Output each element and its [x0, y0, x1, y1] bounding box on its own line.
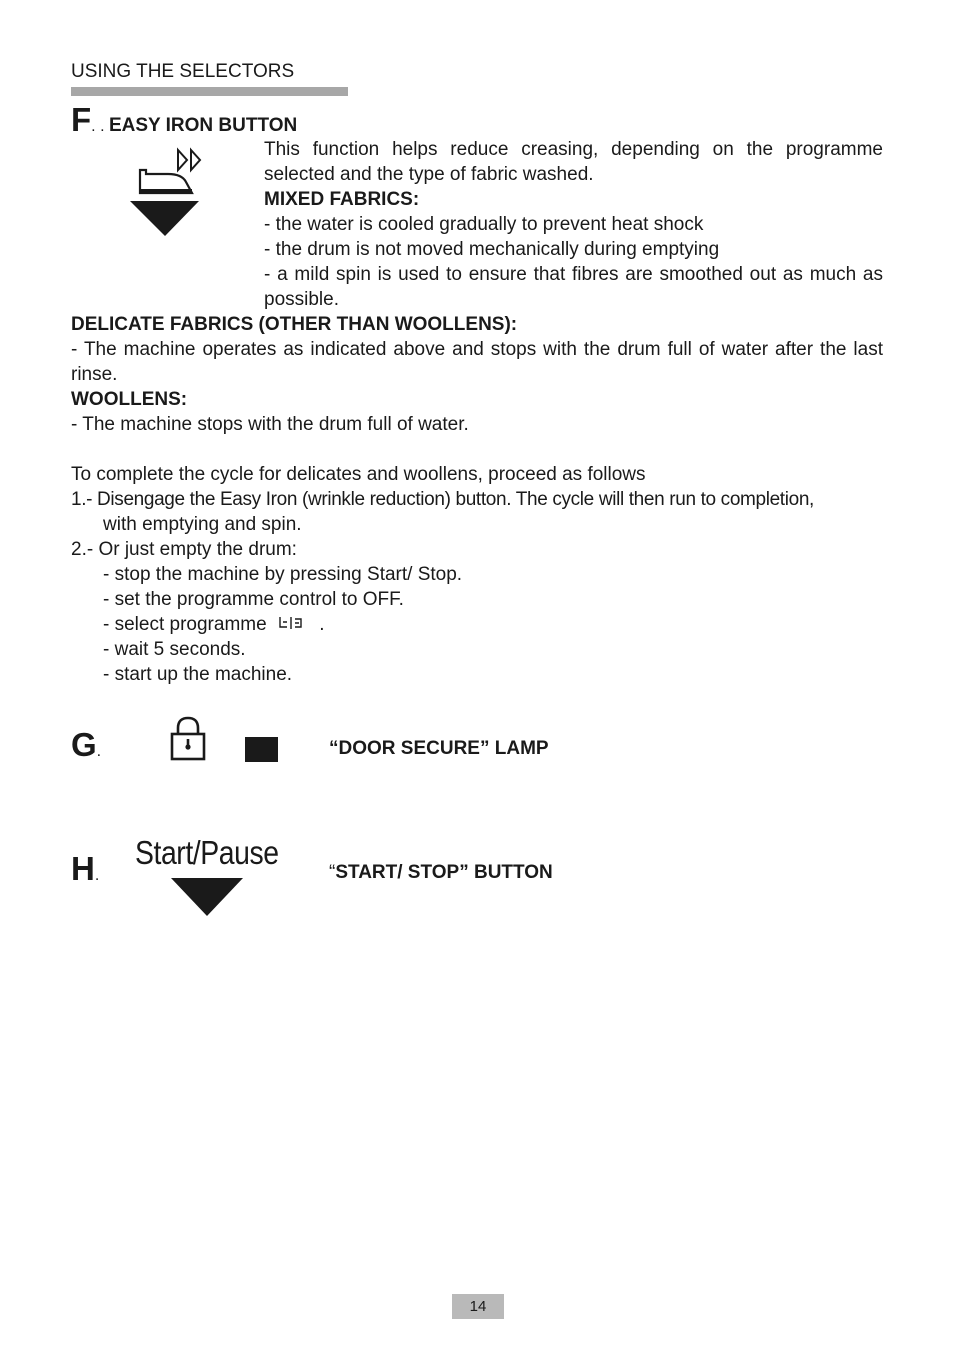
down-triangle-icon [171, 878, 245, 918]
section-letter-h: H [71, 850, 95, 887]
mixed-item: - the drum is not moved mechanically during emptying [264, 239, 720, 260]
header-rule [71, 87, 348, 96]
section-h-dot: . [94, 867, 100, 884]
section-h-title-text: START/ STOP” BUTTON [335, 862, 553, 883]
mixed-item: - a mild spin is used to ensure that fibres are smoothed out as much as possible. [264, 264, 883, 310]
delicate-fabrics-text: - The machine operates as indicated above and stops with the drum full of water after the last rinse. [71, 339, 883, 385]
page-header-title: USING THE SELECTORS [71, 61, 295, 82]
complete-cycle-intro: To complete the cycle for delicates and woollens, proceed as follows [71, 464, 646, 485]
section-f-heading [71, 102, 297, 138]
select-programme-period: . [319, 614, 325, 635]
drain-programme-icon [278, 615, 304, 631]
padlock-icon [169, 716, 207, 762]
woollens-text: - The machine stops with the drum full of water. [71, 414, 469, 435]
section-g-title: “DOOR SECURE” LAMP [329, 738, 549, 759]
section-f-dots: . . [91, 118, 105, 135]
lamp-indicator [245, 737, 278, 762]
step-2: 2.- Or just empty the drum: [71, 539, 297, 560]
step-2-item: - set the programme control to OFF. [103, 589, 404, 610]
mixed-fabrics-heading: MIXED FABRICS: [264, 189, 420, 210]
easy-iron-icon [128, 146, 206, 238]
section-letter-g: G [71, 726, 97, 763]
step-2-item: - wait 5 seconds. [103, 639, 246, 660]
section-h-title [329, 862, 553, 884]
section-h-heading [71, 851, 99, 887]
down-triangle-icon [130, 201, 199, 236]
step-1: 1.- Disengage the Easy Iron (wrinkle reduction) button. The cycle will then run to completion, [71, 489, 814, 510]
start-pause-label: Start/Pause [135, 834, 279, 871]
select-programme-text: - select programme [103, 614, 267, 635]
easy-iron-intro: This function helps reduce creasing, depending on the programme selected and the type of fabric washed. [264, 139, 883, 185]
delicate-fabrics-heading: DELICATE FABRICS (OTHER THAN WOOLLENS): [71, 314, 518, 335]
section-letter-f: F [71, 101, 92, 138]
step-1-continued: with emptying and spin. [103, 514, 302, 535]
mixed-item: - the water is cooled gradually to prevent heat shock [264, 214, 704, 235]
section-h-open-quote: “ [329, 862, 336, 883]
page-number: 14 [452, 1294, 504, 1319]
step-2-item [103, 612, 325, 637]
step-2-item: - start up the machine. [103, 664, 293, 685]
woollens-heading: WOOLLENS: [71, 389, 188, 410]
step-2-item: - stop the machine by pressing Start/ Stop. [103, 564, 463, 585]
section-g-dot: . [96, 743, 102, 760]
section-f-title: EASY IRON BUTTON [108, 115, 298, 136]
section-g-heading [71, 727, 101, 763]
